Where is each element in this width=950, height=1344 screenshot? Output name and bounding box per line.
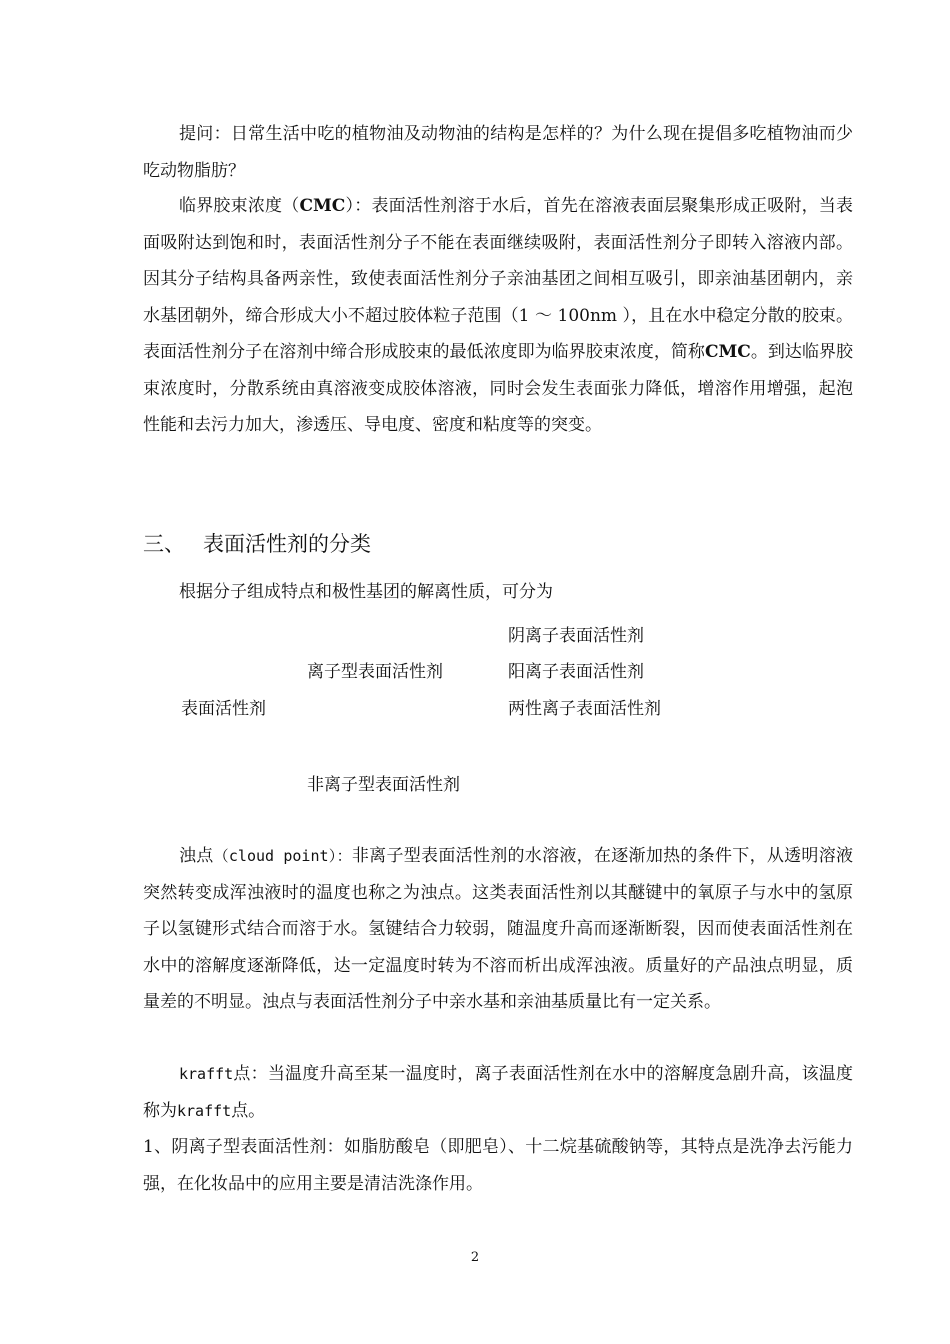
classification-intro [143,574,853,611]
ionic-label: 离子型表面活性剂 [307,662,443,682]
cloud-point-body: 非离子型表面活性剂的水溶液，在逐渐加热的条件下，从透明溶液突然转变成浑浊液时的温度也称之为浊点。这类表面活性剂以其醚键中的氧原子与水中的氢原子以氢键形式结合而溶于水。氢键结合力较弱，随温度升高而逐渐断裂，因而使表面活性剂在水中的溶解度逐渐降低，达一定温度时转为不溶而析出成浑浊液。质量好的产品浊点明显，质量差的不明显。浊点与表面活性剂分子中亲水基和亲油基质量比有一定关系。 [143,846,854,1012]
section-number: 三、 [143,532,185,556]
anionic-text: 1、阴离子型表面活性剂：如脂肪酸皂（即肥皂）、十二烷基硫酸钠等，其特点是洗净去污能力强，在化妆品中的应用主要是清洁洗涤作用。 [143,1137,853,1194]
cloud-point-paragraph [143,838,853,1021]
anionic-label: 阴离子表面活性剂 [508,626,644,646]
cloud-point-term: 浊点 [179,846,214,866]
section-heading [143,528,371,558]
cmc-effects: 。到达临界胶束浓度时，分散系统由真溶液变成胶体溶液，同时会发生表面张力降低，增溶作用增强，起泡性能和去污力加大，渗透压、导电度、密度和粘度等的突变。 [143,342,853,435]
krafft-end: 点。 [231,1100,266,1121]
surfactant-root-label: 表面活性剂 [181,699,266,719]
classification-intro-text: 根据分子组成特点和极性基团的解离性质，可分为 [179,582,553,602]
section-title: 表面活性剂的分类 [203,532,371,556]
page-number: 2 [470,1250,480,1265]
krafft-term: krafft [179,1065,234,1083]
anionic-paragraph [143,1129,853,1202]
krafft-paragraph [143,1056,853,1129]
cmc-abbreviation-2: CMC [704,342,751,362]
cationic-label: 阳离子表面活性剂 [508,662,644,682]
cmc-paragraph [143,188,853,444]
cmc-abbreviation: CMC [299,196,346,216]
cmc-term: 临界胶束浓度（ [179,196,300,216]
nonionic-label: 非离子型表面活性剂 [307,775,460,795]
cloud-point-english: （cloud point）： [213,847,352,865]
amphoteric-label: 两性离子表面活性剂 [508,699,661,719]
question-paragraph [143,116,853,189]
krafft-term-2: krafft [177,1101,232,1120]
cmc-definition: ）：表面活性剂溶于水后，首先在溶液表面层聚集形成正吸附，当表面吸附达到饱和时，表面活性剂分子不能在表面继续吸附，表面活性剂分子即转入溶液内部。因其分子结构具备两亲性，致使表面活性剂分子亲油基团之间相互吸引，即亲油基团朝内，亲水基团朝外，缔合形成大小不超过胶体粒子范围（1 ～ 100nm ），且在水中稳定分散的胶束。表面活性剂分子在溶剂中缔合形成胶束的最低浓度即为临界胶束浓度，简称 [143,196,854,362]
question-text: 提问：日常生活中吃的植物油及动物油的结构是怎样的？为什么现在提倡多吃植物油而少吃动物脂肪？ [143,124,853,181]
krafft-body: 点：当温度升高至某一温度时，离子表面活性剂在水中的溶解度急剧升高，该温度称为 [143,1064,853,1121]
